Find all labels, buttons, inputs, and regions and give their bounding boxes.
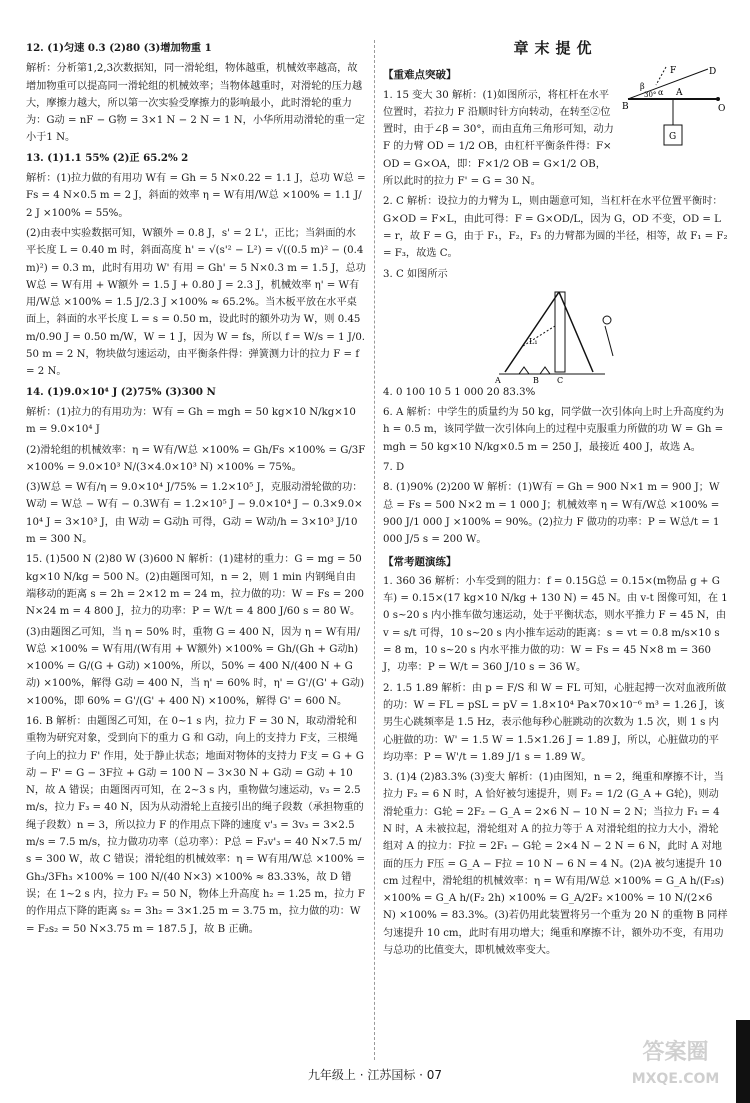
answer-r3: 3. C 如图所示 [383,268,448,280]
answer-13-head: 13. (1)1.1 55% (2)正 65.2% 2 [26,151,189,164]
label-G: G [669,132,677,143]
answer-r1: 1. 15 变大 30 解析：(1)如图所示，将杠杆在水平位置时，若拉力 F 沿顺时针方向转动，在转至②位置时，由于∠β = 30°，而由直角三角形可知，动力 F 的力臂 OD = 1/2 OB，由杠杆平衡条件得：F×OD = G×OA，即：F×1/2 OB = G×1/2 OB，所以此时的拉力 F' = G = 30 N。 [383,89,614,188]
label-A2: A [495,375,501,384]
answer-15-part3: (3)由题图乙可知，当 η = 50% 时，重物 G = 400 N，因为 η = W有用/W总 ×100% = W有用/(W有用 + W额外) ×100% = Gh/(Gh + G动h) ×100% = G/(G + G动) ×100%，所以，50% = 400 N/(400 N + G动) ×100%，解得 G动 = 400 N，当 η' = 60% 时，η' = G'/(G' + G动) ×100%，即 60% = G'/(G' + 400 N) ×100%，解得 G' = 600 N。 [26,626,365,707]
answer-16: 16. B 解析：由题图乙可知，在 0~1 s 内，拉力 F = 30 N，取动滑轮和重物为研究对象，受到向下的重力 G 和 G动，向上的支持力 F支，三根绳子向上的拉力 F' 作用，处于静止状态；地面对物体的支持力 F支 = G + G动 − F' = G − 3F拉 + G动 = 100 N − 3×30 N + G动 = G动 + 10 N，故 A 错误；由题图丙可知，在 2~3 s 内，重物做匀速运动，v₃ = 2.5 m/s，拉力 F₃ = 40 N，因为从动滑轮上直接引出的绳子段数（承担物重的绳子段数）n = 3，所以拉力 F 的作用点下降的速度 v'₃ = 3v₃ = 3×2.5 m/s = 7.5 m/s，拉力做功功率（总功率）：P总 = F₃v'₃ = 40 N×7.5 m/s = 300 W，故 C 错误；滑轮组的机械效率：η = W有用/W总 ×100% = Gh₃/3Fh₃ ×100% = 100 N/(40 N×3) ×100% ≈ 83.33%，故 D 错误；在 1~2 s 内，拉力 F₂ = 50 N，物体上升高度 h₂ = 1.25 m，拉力 F 的作用点下降的距离 s₂ = 3h₂ = 3×1.25 m = 3.75 m，拉力做的功：W = F₂s₂ = 50 N×3.75 m = 187.5 J，故 B 正确。 [26,715,366,935]
right-column [383,40,728,962]
lever-figure-1 [618,65,728,157]
label-B: B [622,102,629,113]
label-beta: β [640,82,645,92]
answer-14-part3: (3)W总 = W有/η = 9.0×10⁴ J/75% = 1.2×10⁵ J，克服动滑轮做的功：W动 = W总 − W有 − 0.3W有 = 1.2×10⁵ J − 9.0×10⁴ J − 0.3×9.0×10⁴ J = 3×10³ J，由 W动 = G动h 可得，G动 = W动/h = 3×10³ J/10 m = 300 N。 [26,482,363,546]
answer-c1: 1. 360 36 解析：小车受到的阻力：f = 0.15G总 = 0.15×(m物品 g + G车) = 0.15×(17 kg×10 N/kg + 130 N) = 45 N。由 v-t 图像可知，在 10 s~20 s 内小推车做匀速运动，处于平衡状态，则水平推力 F = 45 N，由 v = s/t 可得，10 s~20 s 内小推车运动的距离：s = vt = 0.8 m/s×10 s = 8 m，10 s~20 s 内水平推力做的功：W = Fs = 45 N×8 m = 360 J，功率：P = W/t = 360 J/10 s = 36 W。 [383,575,728,674]
label-B2: B [533,375,539,384]
answer-15-part1: 15. (1)500 N (2)80 W (3)600 N 解析：(1)建材的重力：G = mg = 50 kg×10 N/kg = 500 N。(2)由题图可知，n = 2，则 1 min 内钢绳自由端移动的距离 s = 2h = 2×12 m = 24 m，拉力做的功：W = Fs = 200 N×24 m = 4 800 J，拉力的功率：P = W/t = 4 800 J/60 s = 80 W。 [26,554,364,618]
answer-r6: 6. A 解析：中学生的质量约为 50 kg，同学做一次引体向上时上升高度约为 h = 0.5 m，该同学做一次引体向上的过程中克服重力所做的功 W = Gh = mgh = 50 kg×10 N/kg×0.5 m = 250 J，最接近 400 J，故选 A。 [383,407,724,453]
answer-12-analysis: 解析：分析第1,2,3次数据知，同一滑轮组，物体越重，机械效率越高，故增加物重可以提高同一滑轮组的机械效率；当物体越重时，对滑轮的压力越大，摩擦力越大，所以第一次实验受摩擦力的影响最小，此时滑轮的重力为：G动 = nF − G物 = 3×1 N − 2 N = 1 N，小华所用动滑轮的重一定小于1 N。 [26,63,365,144]
watermark-line-1: 答案圈 [642,1040,709,1065]
answer-r7: 7. D [383,462,405,474]
answer-r2: 2. C 解析：设拉力的力臂为 L，则由题意可知，当杠杆在水平位置平衡时：G×OD = F×L，由此可得：F = G×OD/L，因为 G，OD 不变，OD = L = r，故 F = G，由于 F₁，F₂，F₃ 的力臂都为圆的半径，相等，故 F₁ = F₂ = F₃，故选 C。 [383,196,728,260]
label-L1: L₁ [529,336,538,346]
page-footer: 九年级上 · 江苏国标 · 07 [307,1068,443,1082]
label-C2: C [557,375,564,384]
label-O: O [718,104,726,115]
label-F: F [670,66,677,77]
left-column [26,40,366,941]
tag-key-points: 【重难点突破】 [383,69,457,82]
watermark-logo [608,1040,743,1098]
section-title: 章末提优 [513,39,598,57]
answer-r8: 8. (1)90% (2)200 W 解析：(1)W有 = Gh = 900 N×1 m = 900 J；W总 = Fs = 500 N×2 m = 1 000 J；机械效率 η = W有/W总 ×100% = 900 J/1 000 J ×100% = 90%。(2)拉力 F 做功的功率：P = W总/t = 1 000 J/5 s = 200 W。 [383,482,720,546]
lever-diagram [618,65,728,157]
label-D: D [709,67,717,78]
column-divider [374,40,375,1060]
answer-12-head: 12. (1)匀速 0.3 (2)80 (3)增加物重 1 [26,42,212,54]
answer-13-part1: 解析：(1)拉力做的有用功 W有 = Gh = 5 N×0.22 = 1.1 J，总功 W总 = Fs = 4 N×0.5 m = 2 J，斜面的效率 η = W有用/W总 ×100% = 1.1 J/2 J ×100% = 55%。 [26,173,366,219]
answer-c2: 2. 1.5 1.89 解析：由 p = F/S 和 W = FL 可知，心脏起搏一次对血液所做的功：W = FL = pSL = pV = 1.8×10⁴ Pa×70×10⁻⁶ m³ = 1.26 J，该男生心跳频率是 1.5 Hz，表示他每秒心脏跳动的次数为 1.5 次，则 1 s 内心脏做的功：W' = 1.5 W = 1.5×1.26 J = 1.89 J，所以，心脏做功的平均功率：P = W'/t = 1.89 J/1 s = 1.89 W。 [383,682,727,763]
label-30deg: 30° [644,91,657,100]
answer-r4: 4. 0 100 10 5 1 000 20 83.3% [383,386,536,398]
answer-14-head: 14. (1)9.0×10⁴ J (2)75% (3)300 N [26,385,216,398]
label-A: A [676,88,683,99]
label-alpha: α [658,88,664,98]
answer-14-part1: 解析：(1)拉力的有用功为：W有 = Gh = mgh = 50 kg×10 N/kg×10 m = 9.0×10⁴ J [26,406,356,436]
lever-figure-2 [493,286,623,384]
watermark-line-2: MXQE.COM [631,1071,720,1087]
answer-13-part2: (2)由表中实验数据可知，W额外 = 0.8 J，s' = 2 L'，正比；当斜面的水平长度 L = 0.40 m 时，斜面高度 h' = √(s'² − L²) = √((0.5 m)² − (0.4 m)²) = 0.3 m，此时有用功 W' 有用 = Gh' = 5 N×0.3 m = 1.5 J，总功 W总 = W有用 + W额外 = 1.5 J + 0.80 J = 2.3 J，机械效率 η' = W有用/W总 ×100% = 1.5 J/2.3 J ×100% ≈ 65.2%。当木板平放在水平桌面上，斜面的水平长度 L = s = 0.50 m，设此时的额外功为 W，则 0.45 m/0.90 J = 0.50 m/W，W = 1 J，因为 W = fs，所以 f = W/s = 1 J/0.50 m = 2 N，物块做匀速运动，由平衡条件得：弹簧测力计的拉力 F = f = 2 N。 [26,227,366,378]
tag-common-exercises: 【常考题演练】 [383,555,457,568]
answer-14-part2: (2)滑轮组的机械效率：η = W有/W总 ×100% = Gh/Fs ×100% = G/3F ×100% = 9.0×10³ N/(3×4.0×10³ N) ×100% = 75%。 [26,444,366,473]
ladder-diagram [493,286,623,384]
answer-c3: 3. (1)4 (2)83.3% (3)变大 解析：(1)由图知，n = 2，绳重和摩擦不计，当拉力 F₂ = 6 N 时，A 恰好被匀速提升，则 F₂ = 1/2 (G_A + G轮)，则动滑轮重力：G轮 = 2F₂ − G_A = 2×6 N − 10 N = 2 N；当拉力 F₁ = 4 N 时，A 未被拉起，滑轮组对 A 的拉力等于 A 对滑轮组的拉力大小，滑轮组对 A 的拉力：F拉 = 2F₁ − G轮 = 2×4 N − 2 N = 6 N，此时 A 对地面的压力 F压 = G_A − F拉 = 10 N − 6 N = 4 N。(2)A 被匀速提升 10 cm 过程中，滑轮组的机械效率：η = W有用/W总 ×100% = G_A h/(F₂s) ×100% = G_A h/(F₂ 2h) ×100% = G_A/2F₂ ×100% = 10 N/(2×6 N) ×100% = 83.3%。(3)若仍用此装置将另一个重为 20 N 的重物 B 同样匀速提升 10 cm，此时有用功增大；绳重和摩擦不计，额外功不变，有用功与总功的比值变大，即机械效率变大。 [383,772,728,957]
